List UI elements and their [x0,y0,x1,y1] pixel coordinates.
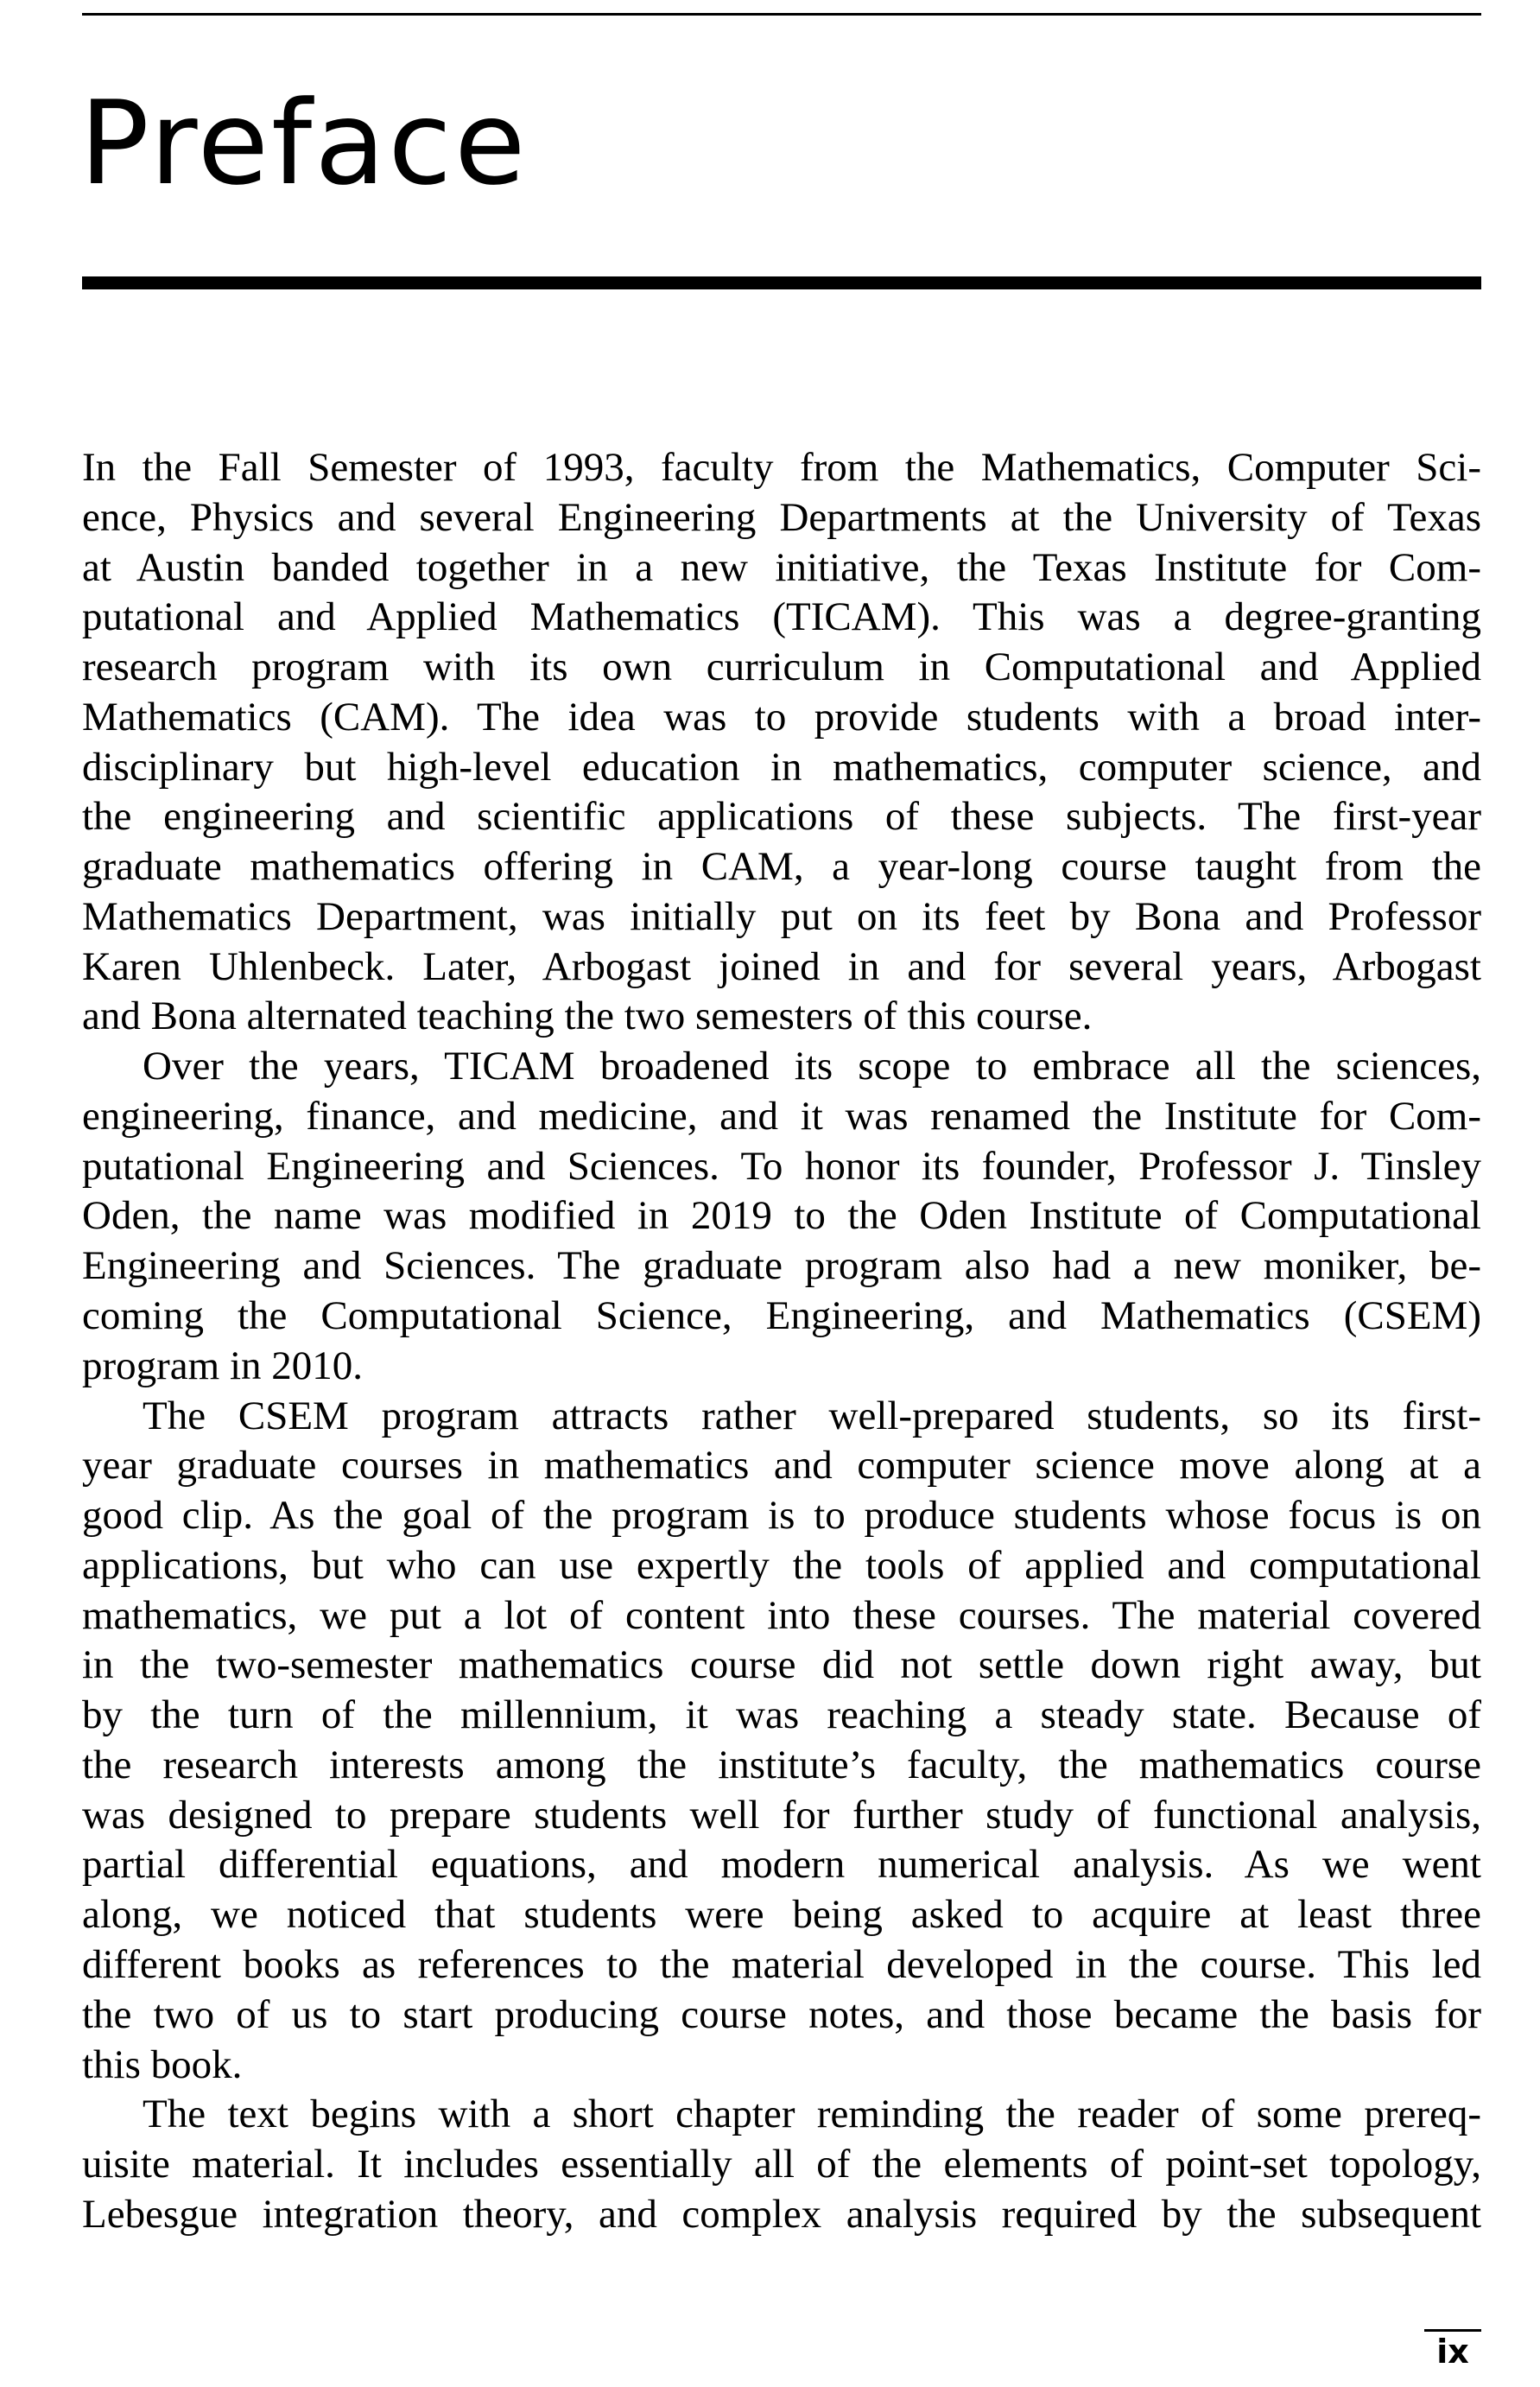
text-line: putational Engineering and Sciences. To honor its founder, Professor J. Tinsley [82,1143,1481,1189]
paragraph-1 [82,443,1481,1042]
text-line: Karen Uhlenbeck. Later, Arbogast joined in and for several years, Arbogast [82,943,1481,989]
text-line: graduate mathematics offering in CAM, a year-long course taught from the [82,844,1481,890]
title-rule [82,276,1481,289]
chapter-title: Preface [79,76,529,211]
text-line: in the two-semester mathematics course did not settle down right away, but [82,1642,1481,1688]
text-line: the two of us to start producing course notes, and those became the basis for [82,1991,1481,2037]
text-line: Lebesgue integration theory, and complex analysis required by the subsequent [82,2191,1481,2237]
text-line: Over the years, TICAM broadened its scope to embrace all the sciences, [143,1044,1481,1089]
text-line: different books as references to the material developed in the course. This led [82,1941,1481,1987]
text-line: this book. [82,2041,243,2087]
text-line: In the Fall Semester of 1993, faculty from the Mathematics, Computer Sci- [82,445,1481,490]
text-line: coming the Computational Science, Engineering, and Mathematics (CSEM) [82,1293,1481,1339]
text-line: applications, but who can use expertly the tools of applied and computational [82,1542,1481,1588]
text-line: Oden, the name was modified in 2019 to the Oden Institute of Computational [82,1193,1481,1239]
text-line: The CSEM program attracts rather well-prepared students, so its first- [143,1393,1481,1438]
text-line: along, we noticed that students were being asked to acquire at least three [82,1892,1481,1938]
paragraph-3 [82,1392,1481,2091]
text-line: Mathematics (CAM). The idea was to provide students with a broad inter- [82,694,1481,740]
page-number: ix [1436,2333,1469,2371]
text-line: partial differential equations, and modern numerical analysis. As we went [82,1842,1481,1888]
text-line: year graduate courses in mathematics and computer science move along at a [82,1443,1481,1489]
text-line: and Bona alternated teaching the two semesters of this course. [82,994,1093,1039]
text-line: disciplinary but high-level education in mathematics, computer science, and [82,744,1481,790]
top-rule [82,13,1481,16]
text-line: The text begins with a short chapter reminding the reader of some prereq- [143,2092,1481,2137]
text-line: at Austin banded together in a new initiative, the Texas Institute for Com- [82,544,1481,590]
text-line: putational and Applied Mathematics (TICAM). This was a degree-granting [82,594,1481,640]
text-line: Engineering and Sciences. The graduate program also had a new moniker, be- [82,1243,1481,1289]
text-line: was designed to prepare students well for further study of functional analysis, [82,1792,1481,1838]
text-line: mathematics, we put a lot of content into these courses. The material covered [82,1592,1481,1638]
text-line: engineering, finance, and medicine, and it was renamed the Institute for Com- [82,1093,1481,1139]
text-line: program in 2010. [82,1343,364,1388]
folio-rule [1424,2329,1481,2332]
text-line: the research interests among the institute’s faculty, the mathematics course [82,1742,1481,1787]
text-line: ence, Physics and several Engineering Departments at the University of Texas [82,494,1481,540]
paragraph-4 [82,2090,1481,2239]
text-line: research program with its own curriculum in Computational and Applied [82,644,1481,690]
text-line: good clip. As the goal of the program is to produce students whose focus is on [82,1493,1481,1539]
text-line: Mathematics Department, was initially put on its feet by Bona and Professor [82,893,1481,939]
body-text [82,443,1481,2240]
text-line: by the turn of the millennium, it was reaching a steady state. Because of [82,1692,1481,1738]
text-line: the engineering and scientific applications of these subjects. The first-year [82,794,1481,840]
text-line: uisite material. It includes essentially all of the elements of point-set topology, [82,2142,1481,2187]
paragraph-2 [82,1042,1481,1391]
